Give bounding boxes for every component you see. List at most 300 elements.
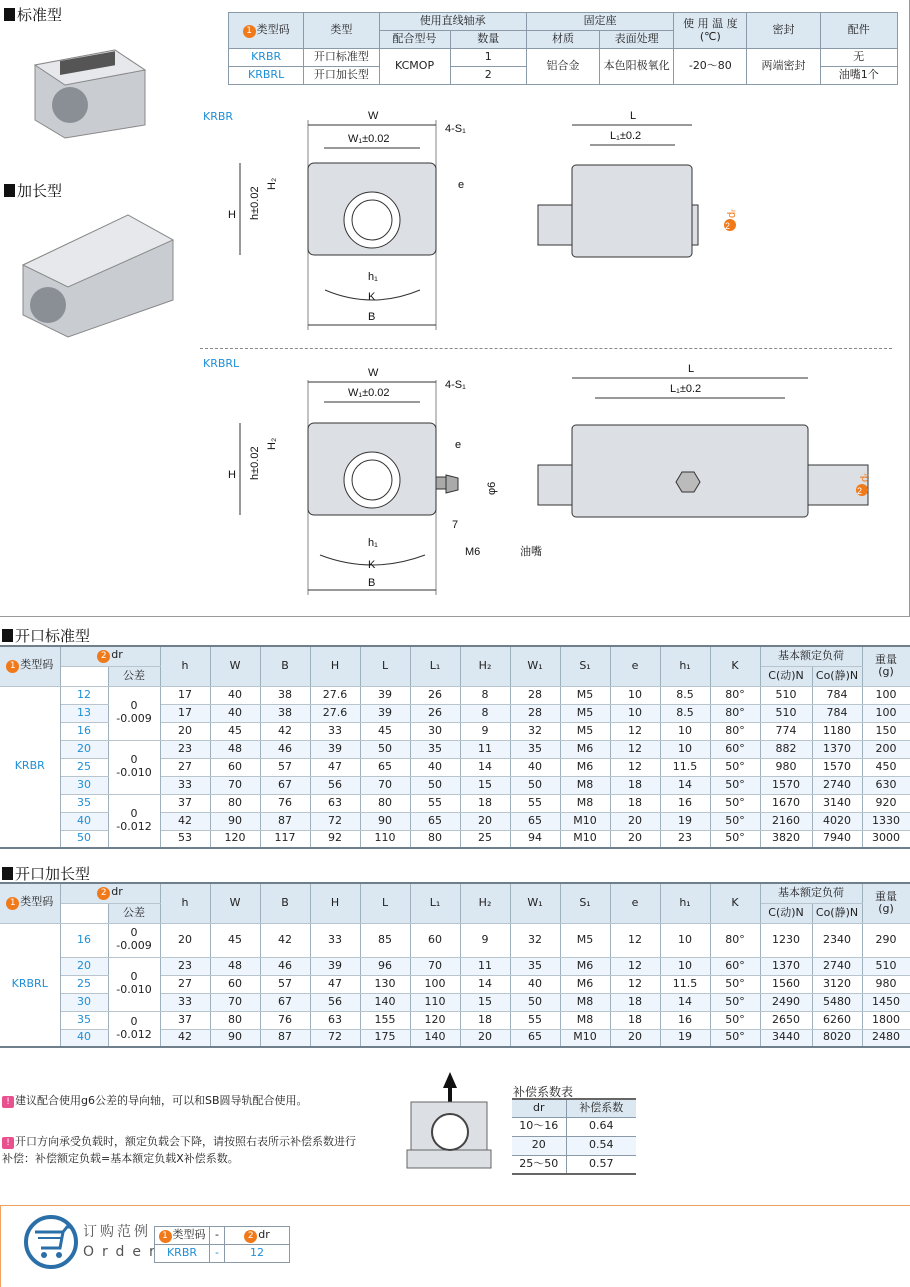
value-cell: 19 bbox=[660, 1029, 710, 1047]
value-cell: 42 bbox=[260, 923, 310, 957]
value-cell: M5 bbox=[560, 923, 610, 957]
value-cell: 27.6 bbox=[310, 686, 360, 704]
order-table: 1 类型码 - 2 dr KRBR - 12 bbox=[154, 1226, 290, 1263]
header-co: Co(静)N bbox=[812, 903, 862, 923]
value-cell: 140 bbox=[410, 1029, 460, 1047]
value-cell: 882 bbox=[760, 740, 812, 758]
value-cell: M6 bbox=[560, 975, 610, 993]
value-cell: 630 bbox=[862, 776, 910, 794]
value-cell: 23 bbox=[660, 830, 710, 848]
svg-text:L₁±0.2: L₁±0.2 bbox=[610, 130, 642, 142]
value-cell: 56 bbox=[310, 776, 360, 794]
value-cell: 450 bbox=[862, 758, 910, 776]
value-cell: 15 bbox=[460, 776, 510, 794]
header-col: H bbox=[310, 646, 360, 686]
shopping-cart-icon bbox=[23, 1214, 79, 1270]
value-cell: 80 bbox=[210, 1011, 260, 1029]
value-cell: 70 bbox=[410, 957, 460, 975]
value-cell: 10 bbox=[660, 740, 710, 758]
value-cell: 35 bbox=[510, 740, 560, 758]
value-cell: 35 bbox=[510, 957, 560, 975]
value-cell: 94 bbox=[510, 830, 560, 848]
value-cell: 33 bbox=[310, 923, 360, 957]
header-type-code: 1 类型码 bbox=[0, 646, 60, 686]
comp-header: 补偿系数 bbox=[566, 1099, 636, 1117]
svg-text:dᵣ: dᵣ bbox=[726, 209, 738, 218]
value-cell: 25 bbox=[460, 830, 510, 848]
value-cell: 11.5 bbox=[660, 975, 710, 993]
value-cell: 67 bbox=[260, 993, 310, 1011]
value-cell: 30 bbox=[410, 722, 460, 740]
header-col: e bbox=[610, 646, 660, 686]
value-cell: 8020 bbox=[812, 1029, 862, 1047]
value-cell: 48 bbox=[210, 957, 260, 975]
value-cell: 20 bbox=[610, 812, 660, 830]
header-col: K bbox=[710, 646, 760, 686]
value-cell: 72 bbox=[310, 812, 360, 830]
value-cell: 38 bbox=[260, 686, 310, 704]
value-cell: 33 bbox=[310, 722, 360, 740]
value-cell: 8.5 bbox=[660, 704, 710, 722]
value-cell: 80° bbox=[710, 722, 760, 740]
load-direction-diagram bbox=[405, 1072, 495, 1172]
dr-cell: 12 bbox=[60, 686, 108, 704]
value-cell: 46 bbox=[260, 957, 310, 975]
svg-text:M6: M6 bbox=[465, 546, 481, 558]
header-col: W bbox=[210, 646, 260, 686]
value-cell: 510 bbox=[760, 704, 812, 722]
value-cell: 784 bbox=[812, 704, 862, 722]
value-cell: 784 bbox=[812, 686, 862, 704]
value-cell: 110 bbox=[360, 830, 410, 848]
value-cell: 18 bbox=[610, 993, 660, 1011]
value-cell: 1370 bbox=[812, 740, 862, 758]
value-cell: 10 bbox=[660, 722, 710, 740]
value-cell: 8 bbox=[460, 686, 510, 704]
value-cell: 2160 bbox=[760, 812, 812, 830]
header-col: S₁ bbox=[560, 883, 610, 923]
comp-header: dr bbox=[512, 1099, 566, 1117]
value-cell: 5480 bbox=[812, 993, 862, 1011]
value-cell: 17 bbox=[160, 686, 210, 704]
svg-text:L₁±0.2: L₁±0.2 bbox=[670, 383, 702, 395]
value-cell: 200 bbox=[862, 740, 910, 758]
svg-text:W₁±0.02: W₁±0.02 bbox=[348, 387, 390, 399]
value-cell: M8 bbox=[560, 993, 610, 1011]
value-cell: 70 bbox=[210, 993, 260, 1011]
value-cell: 57 bbox=[260, 975, 310, 993]
value-cell: 38 bbox=[260, 704, 310, 722]
value-cell: 8.5 bbox=[660, 686, 710, 704]
type-code-cell: KRBRL bbox=[0, 923, 60, 1047]
standard-type-title: 标准型 bbox=[4, 4, 62, 25]
value-cell: 80° bbox=[710, 923, 760, 957]
value-cell: 110 bbox=[410, 993, 460, 1011]
value-cell: 20 bbox=[160, 923, 210, 957]
table-row bbox=[0, 794, 910, 812]
value-cell: 20 bbox=[460, 812, 510, 830]
svg-text:H₂: H₂ bbox=[266, 437, 278, 450]
value-cell: 90 bbox=[210, 812, 260, 830]
value-cell: 6260 bbox=[812, 1011, 862, 1029]
svg-text:e: e bbox=[458, 179, 465, 191]
value-cell: 56 bbox=[310, 993, 360, 1011]
value-cell: 87 bbox=[260, 812, 310, 830]
header-load: 基本额定负荷 bbox=[760, 883, 862, 903]
dr-cell: 35 bbox=[60, 1011, 108, 1029]
value-cell: M8 bbox=[560, 776, 610, 794]
value-cell: M6 bbox=[560, 758, 610, 776]
value-cell: 18 bbox=[610, 1011, 660, 1029]
dr-cell: 20 bbox=[60, 957, 108, 975]
dr-cell: 30 bbox=[60, 993, 108, 1011]
value-cell: M10 bbox=[560, 812, 610, 830]
header-col: W₁ bbox=[510, 646, 560, 686]
table-row bbox=[0, 957, 910, 975]
value-cell: 26 bbox=[410, 686, 460, 704]
value-cell: 50 bbox=[510, 776, 560, 794]
table-row bbox=[0, 686, 910, 704]
value-cell: 12 bbox=[610, 975, 660, 993]
krbrl-drawing bbox=[220, 360, 900, 605]
value-cell: 1450 bbox=[862, 993, 910, 1011]
value-cell: 11 bbox=[460, 740, 510, 758]
std-table-title: 开口标准型 bbox=[2, 625, 90, 646]
value-cell: 60° bbox=[710, 740, 760, 758]
dr-cell: 30 bbox=[60, 776, 108, 794]
dr-cell: 20 bbox=[60, 740, 108, 758]
note-1: ! 建议配合使用g6公差的导向轴，可以和SB圆导轨配合使用。 bbox=[2, 1092, 362, 1110]
order-example bbox=[0, 1205, 910, 1287]
note-2: ! 开口方向承受负载时，额定负载会下降，请按照右表所示补偿系数进行补偿：补偿额定负载=基本额定负载X补偿系数。 bbox=[2, 1135, 356, 1165]
long-type-title: 加长型 bbox=[4, 180, 62, 201]
value-cell: M8 bbox=[560, 794, 610, 812]
comp-table-title: 补偿系数表 bbox=[513, 1085, 574, 1099]
value-cell: 23 bbox=[160, 957, 210, 975]
svg-text:K: K bbox=[368, 291, 376, 303]
value-cell: 40 bbox=[510, 758, 560, 776]
header-col: h bbox=[160, 646, 210, 686]
value-cell: 14 bbox=[460, 975, 510, 993]
header-tolerance: 公差 bbox=[108, 903, 160, 923]
value-cell: 1370 bbox=[760, 957, 812, 975]
value-cell: 3140 bbox=[812, 794, 862, 812]
value-cell: 42 bbox=[160, 1029, 210, 1047]
value-cell: M10 bbox=[560, 1029, 610, 1047]
value-cell: 67 bbox=[260, 776, 310, 794]
dr-cell: 16 bbox=[60, 923, 108, 957]
value-cell: 33 bbox=[160, 993, 210, 1011]
value-cell: 14 bbox=[460, 758, 510, 776]
value-cell: 10 bbox=[610, 686, 660, 704]
header-col: H₂ bbox=[460, 646, 510, 686]
value-cell: 3120 bbox=[812, 975, 862, 993]
comp-row: 20 0.54 bbox=[512, 1136, 636, 1155]
value-cell: M10 bbox=[560, 830, 610, 848]
value-cell: 11.5 bbox=[660, 758, 710, 776]
type-code-cell: KRBR bbox=[0, 686, 60, 848]
header-dr: 2 dr bbox=[60, 883, 160, 903]
value-cell: 18 bbox=[610, 794, 660, 812]
value-cell: 1570 bbox=[812, 758, 862, 776]
value-cell: 65 bbox=[510, 1029, 560, 1047]
svg-text:e: e bbox=[455, 439, 462, 451]
spec-code: KRBRL bbox=[229, 67, 304, 85]
value-cell: M8 bbox=[560, 1011, 610, 1029]
value-cell: 50° bbox=[710, 830, 760, 848]
value-cell: 17 bbox=[160, 704, 210, 722]
value-cell: 39 bbox=[360, 704, 410, 722]
svg-text:L: L bbox=[630, 110, 637, 122]
value-cell: 28 bbox=[510, 686, 560, 704]
dr-cell: 40 bbox=[60, 1029, 108, 1047]
value-cell: 27 bbox=[160, 975, 210, 993]
value-cell: 100 bbox=[862, 704, 910, 722]
table-row bbox=[0, 1011, 910, 1029]
standard-product-image bbox=[20, 30, 150, 140]
table-row bbox=[0, 740, 910, 758]
header-col: L bbox=[360, 646, 410, 686]
value-cell: 2740 bbox=[812, 776, 862, 794]
value-cell: 12 bbox=[610, 740, 660, 758]
value-cell: 50° bbox=[710, 993, 760, 1011]
svg-text:L: L bbox=[688, 363, 695, 375]
long-table-title: 开口加长型 bbox=[2, 863, 90, 884]
long-spec-table bbox=[0, 882, 910, 1048]
value-cell: 15 bbox=[460, 993, 510, 1011]
dr-cell: 35 bbox=[60, 794, 108, 812]
value-cell: 55 bbox=[510, 794, 560, 812]
comp-row: 10～16 0.64 bbox=[512, 1117, 636, 1136]
value-cell: 39 bbox=[310, 957, 360, 975]
value-cell: 40 bbox=[410, 758, 460, 776]
value-cell: 1670 bbox=[760, 794, 812, 812]
value-cell: 50° bbox=[710, 1029, 760, 1047]
value-cell: 18 bbox=[460, 1011, 510, 1029]
value-cell: 120 bbox=[410, 1011, 460, 1029]
tolerance-cell: 0 -0.010 bbox=[108, 740, 160, 794]
value-cell: 10 bbox=[660, 957, 710, 975]
value-cell: 42 bbox=[260, 722, 310, 740]
value-cell: 90 bbox=[210, 1029, 260, 1047]
svg-text:4-S₁: 4-S₁ bbox=[445, 123, 466, 135]
value-cell: 26 bbox=[410, 704, 460, 722]
value-cell: 20 bbox=[610, 830, 660, 848]
svg-text:W: W bbox=[368, 367, 379, 379]
value-cell: 65 bbox=[360, 758, 410, 776]
header-c: C(动)N bbox=[760, 903, 812, 923]
value-cell: 45 bbox=[210, 722, 260, 740]
compensation-table bbox=[512, 1098, 636, 1175]
value-cell: 80 bbox=[210, 794, 260, 812]
value-cell: 980 bbox=[760, 758, 812, 776]
value-cell: 50 bbox=[360, 740, 410, 758]
value-cell: 40 bbox=[510, 975, 560, 993]
value-cell: 9 bbox=[460, 722, 510, 740]
value-cell: 70 bbox=[210, 776, 260, 794]
value-cell: 80° bbox=[710, 686, 760, 704]
svg-text:7: 7 bbox=[452, 519, 459, 531]
krbrl-drawing-label: KRBRL bbox=[203, 357, 240, 370]
order-title: 订购范例 bbox=[83, 1224, 151, 1240]
value-cell: 14 bbox=[660, 776, 710, 794]
value-cell: 120 bbox=[210, 830, 260, 848]
value-cell: 920 bbox=[862, 794, 910, 812]
value-cell: 140 bbox=[360, 993, 410, 1011]
tolerance-cell: 0 -0.010 bbox=[108, 957, 160, 1011]
value-cell: 20 bbox=[460, 1029, 510, 1047]
value-cell: 50° bbox=[710, 758, 760, 776]
value-cell: 50° bbox=[710, 812, 760, 830]
value-cell: 80° bbox=[710, 704, 760, 722]
value-cell: 39 bbox=[360, 686, 410, 704]
value-cell: 1330 bbox=[862, 812, 910, 830]
value-cell: 55 bbox=[410, 794, 460, 812]
header-col: L₁ bbox=[410, 646, 460, 686]
header-weight: 重量 (g) bbox=[862, 646, 910, 686]
value-cell: 37 bbox=[160, 1011, 210, 1029]
svg-text:H: H bbox=[228, 469, 236, 481]
value-cell: 16 bbox=[660, 1011, 710, 1029]
value-cell: 85 bbox=[360, 923, 410, 957]
header-col: B bbox=[260, 883, 310, 923]
header-col: S₁ bbox=[560, 646, 610, 686]
value-cell: 80 bbox=[360, 794, 410, 812]
header-col: B bbox=[260, 646, 310, 686]
header-dr: 2 dr bbox=[60, 646, 160, 666]
value-cell: 10 bbox=[660, 923, 710, 957]
value-cell: 155 bbox=[360, 1011, 410, 1029]
dr-cell: 50 bbox=[60, 830, 108, 848]
value-cell: 46 bbox=[260, 740, 310, 758]
svg-text:h±0.02: h±0.02 bbox=[249, 446, 261, 480]
value-cell: 100 bbox=[862, 686, 910, 704]
value-cell: 774 bbox=[760, 722, 812, 740]
value-cell: 27.6 bbox=[310, 704, 360, 722]
value-cell: 23 bbox=[160, 740, 210, 758]
svg-text:H: H bbox=[228, 209, 236, 221]
value-cell: 11 bbox=[460, 957, 510, 975]
svg-text:4-S₁: 4-S₁ bbox=[445, 379, 466, 391]
value-cell: 45 bbox=[210, 923, 260, 957]
header-tolerance: 公差 bbox=[108, 666, 160, 686]
value-cell: 10 bbox=[610, 704, 660, 722]
value-cell: 2480 bbox=[862, 1029, 910, 1047]
dr-cell: 16 bbox=[60, 722, 108, 740]
value-cell: 39 bbox=[310, 740, 360, 758]
order-subtitle: Order bbox=[83, 1244, 163, 1260]
value-cell: 12 bbox=[610, 758, 660, 776]
value-cell: 32 bbox=[510, 722, 560, 740]
value-cell: 1560 bbox=[760, 975, 812, 993]
header-col: K bbox=[710, 883, 760, 923]
value-cell: 290 bbox=[862, 923, 910, 957]
value-cell: 20 bbox=[610, 1029, 660, 1047]
value-cell: 18 bbox=[610, 776, 660, 794]
value-cell: 55 bbox=[510, 1011, 560, 1029]
value-cell: 40 bbox=[210, 686, 260, 704]
svg-text:φ6: φ6 bbox=[486, 481, 498, 495]
value-cell: 96 bbox=[360, 957, 410, 975]
value-cell: 63 bbox=[310, 794, 360, 812]
value-cell: 2650 bbox=[760, 1011, 812, 1029]
header-col: H bbox=[310, 883, 360, 923]
svg-text:B: B bbox=[368, 577, 376, 589]
value-cell: 60 bbox=[410, 923, 460, 957]
value-cell: 100 bbox=[410, 975, 460, 993]
spec-code: KRBR bbox=[229, 49, 304, 67]
value-cell: 7940 bbox=[812, 830, 862, 848]
value-cell: 40 bbox=[210, 704, 260, 722]
value-cell: 9 bbox=[460, 923, 510, 957]
value-cell: 32 bbox=[510, 923, 560, 957]
value-cell: 510 bbox=[862, 957, 910, 975]
value-cell: 18 bbox=[460, 794, 510, 812]
svg-text:W: W bbox=[368, 110, 379, 122]
value-cell: M6 bbox=[560, 740, 610, 758]
value-cell: 35 bbox=[410, 740, 460, 758]
divider bbox=[200, 348, 892, 349]
svg-text:h₁: h₁ bbox=[368, 537, 378, 549]
header-col: W bbox=[210, 883, 260, 923]
header-c: C(动)N bbox=[760, 666, 812, 686]
svg-text:H₂: H₂ bbox=[266, 177, 278, 190]
header-col: h bbox=[160, 883, 210, 923]
value-cell: 60 bbox=[210, 975, 260, 993]
krbr-drawing-label: KRBR bbox=[203, 110, 234, 123]
value-cell: 8 bbox=[460, 704, 510, 722]
value-cell: 1570 bbox=[760, 776, 812, 794]
value-cell: 3820 bbox=[760, 830, 812, 848]
value-cell: 50° bbox=[710, 1011, 760, 1029]
value-cell: 37 bbox=[160, 794, 210, 812]
value-cell: 28 bbox=[510, 704, 560, 722]
header-col: H₂ bbox=[460, 883, 510, 923]
header-weight: 重量 (g) bbox=[862, 883, 910, 923]
value-cell: 2340 bbox=[812, 923, 862, 957]
header-col: e bbox=[610, 883, 660, 923]
value-cell: 50° bbox=[710, 776, 760, 794]
svg-text:B: B bbox=[368, 311, 376, 323]
svg-text:2: 2 bbox=[857, 486, 863, 496]
svg-text:W₁±0.02: W₁±0.02 bbox=[348, 133, 390, 145]
value-cell: 1800 bbox=[862, 1011, 910, 1029]
value-cell: 117 bbox=[260, 830, 310, 848]
value-cell: 2740 bbox=[812, 957, 862, 975]
header-col: L₁ bbox=[410, 883, 460, 923]
value-cell: 14 bbox=[660, 993, 710, 1011]
header-col: h₁ bbox=[660, 646, 710, 686]
dr-cell: 40 bbox=[60, 812, 108, 830]
value-cell: 48 bbox=[210, 740, 260, 758]
value-cell: 92 bbox=[310, 830, 360, 848]
value-cell: M5 bbox=[560, 704, 610, 722]
value-cell: 20 bbox=[160, 722, 210, 740]
value-cell: 76 bbox=[260, 794, 310, 812]
value-cell: 45 bbox=[360, 722, 410, 740]
table-row bbox=[0, 923, 910, 957]
value-cell: 50 bbox=[410, 776, 460, 794]
tolerance-cell: 0 -0.009 bbox=[108, 923, 160, 957]
product-overview bbox=[0, 0, 910, 617]
value-cell: M5 bbox=[560, 686, 610, 704]
value-cell: 57 bbox=[260, 758, 310, 776]
value-cell: 50° bbox=[710, 975, 760, 993]
value-cell: 16 bbox=[660, 794, 710, 812]
value-cell: 50° bbox=[710, 794, 760, 812]
dr-cell: 25 bbox=[60, 758, 108, 776]
value-cell: 76 bbox=[260, 1011, 310, 1029]
